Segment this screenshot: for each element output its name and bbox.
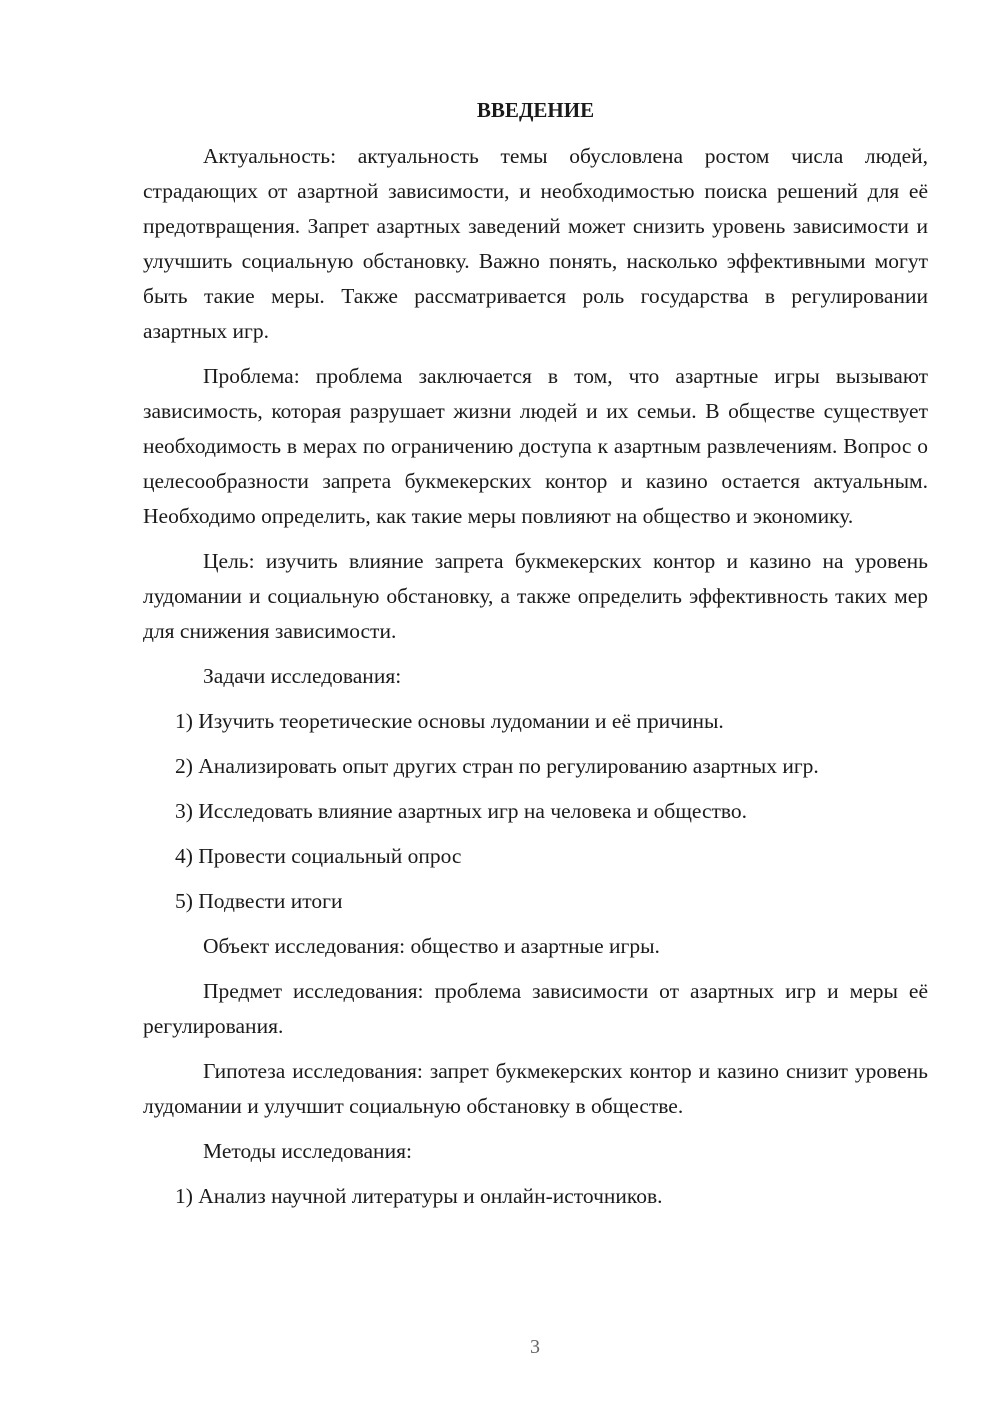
paragraph-hypothesis: Гипотеза исследования: запрет букмекерских контор и казино снизит уровень лудомании и улучшит социальную обстановку в обществе. [143, 1059, 928, 1118]
tasks-heading: Задачи исследования: [203, 664, 402, 688]
paragraph-problem: Проблема: проблема заключается в том, что азартные игры вызывают зависимость, которая разрушает жизни людей и их семьи. В обществе существует необходимость в мерах по ограничению доступа к азартным развлечениям. Вопрос о целесообразности запрета букмекерских контор и казино остается актуальным. Необходимо определить, как такие меры повлияют на общество и экономику. [143, 364, 928, 528]
list-item-task: 2) Анализировать опыт других стран по регулированию азартных игр. [175, 754, 819, 778]
paragraph-object: Объект исследования: общество и азартные игры. [203, 934, 660, 958]
paragraph-subject: Предмет исследования: проблема зависимости от азартных игр и меры её регулирования. [143, 979, 928, 1038]
list-item-method: 1) Анализ научной литературы и онлайн-источников. [175, 1184, 663, 1208]
list-item-task: 3) Исследовать влияние азартных игр на человека и общество. [175, 799, 748, 823]
methods-heading: Методы исследования: [203, 1139, 412, 1163]
document-page [143, 95, 928, 1224]
page-number: 3 [530, 1336, 540, 1358]
paragraph-relevance: Актуальность: актуальность темы обусловлена ростом числа людей, страдающих от азартной зависимости, и необходимостью поиска решений для её предотвращения. Запрет азартных заведений может снизить уровень зависимости и улучшить социальную обстановку. Важно понять, насколько эффективными могут быть такие меры. Также рассматривается роль государства в регулировании азартных игр. [143, 144, 928, 343]
paragraph-goal: Цель: изучить влияние запрета букмекерских контор и казино на уровень лудомании и социальную обстановку, а также определить эффективность таких мер для снижения зависимости. [143, 549, 928, 643]
list-item-task: 4) Провести социальный опрос [175, 844, 462, 868]
section-title: ВВЕДЕНИЕ [476, 98, 595, 122]
list-item-task: 1) Изучить теоретические основы лудомании и её причины. [175, 709, 724, 733]
list-item-task: 5) Подвести итоги [175, 889, 343, 913]
